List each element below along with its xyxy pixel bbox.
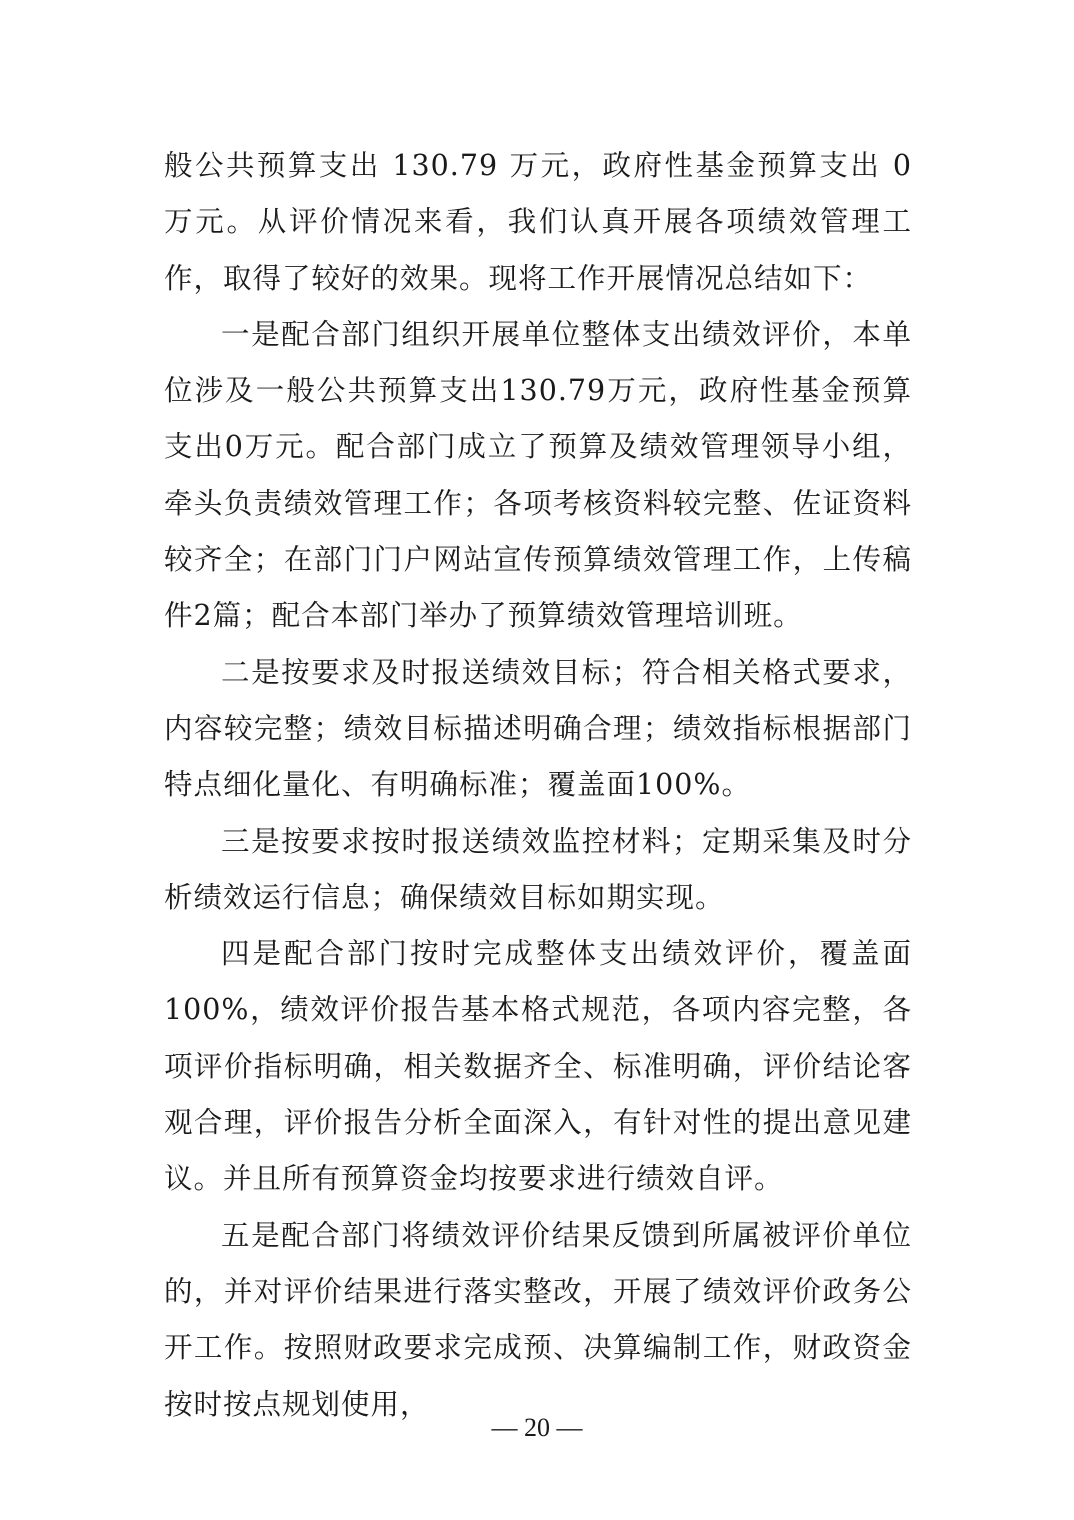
page-number: — 20 — <box>491 1413 583 1442</box>
paragraph-item-3: 三是按要求按时报送绩效监控材料；定期采集及时分析绩效运行信息；确保绩效目标如期实现。 <box>164 824 912 914</box>
paragraph-item-2: 二是按要求及时报送绩效目标；符合相关格式要求，内容较完整；绩效目标描述明确合理；绩效指标根据部门特点细化量化、有明确标准；覆盖面100%。 <box>164 655 912 802</box>
paragraph-item-1: 一是配合部门组织开展单位整体支出绩效评价，本单位涉及一般公共预算支出130.79万元，政府性基金预算支出0万元。配合部门成立了预算及绩效管理领导小组，牵头负责绩效管理工作；各项考核资料较完整、佐证资料较齐全；在部门门户网站宣传预算绩效管理工作，上传稿件2篇；配合本部门举办了预算绩效管理培训班。 <box>164 317 912 633</box>
paragraph-item-5: 五是配合部门将绩效评价结果反馈到所属被评价单位的，并对评价结果进行落实整改，开展了绩效评价政务公开工作。按照财政要求完成预、决算编制工作，财政资金按时按点规划使用， <box>164 1218 912 1421</box>
paragraph-item-4: 四是配合部门按时完成整体支出绩效评价，覆盖面100%，绩效评价报告基本格式规范，各项内容完整，各项评价指标明确，相关数据齐全、标准明确，评价结论客观合理，评价报告分析全面深入，有针对性的提出意见建议。并且所有预算资金均按要求进行绩效自评。 <box>164 937 912 1196</box>
body-text <box>164 138 912 1433</box>
paragraph-continuation: 般公共预算支出 130.79 万元，政府性基金预算支出 0 万元。从评价情况来看，我们认真开展各项绩效管理工作，取得了较好的效果。现将工作开展情况总结如下： <box>164 149 912 295</box>
